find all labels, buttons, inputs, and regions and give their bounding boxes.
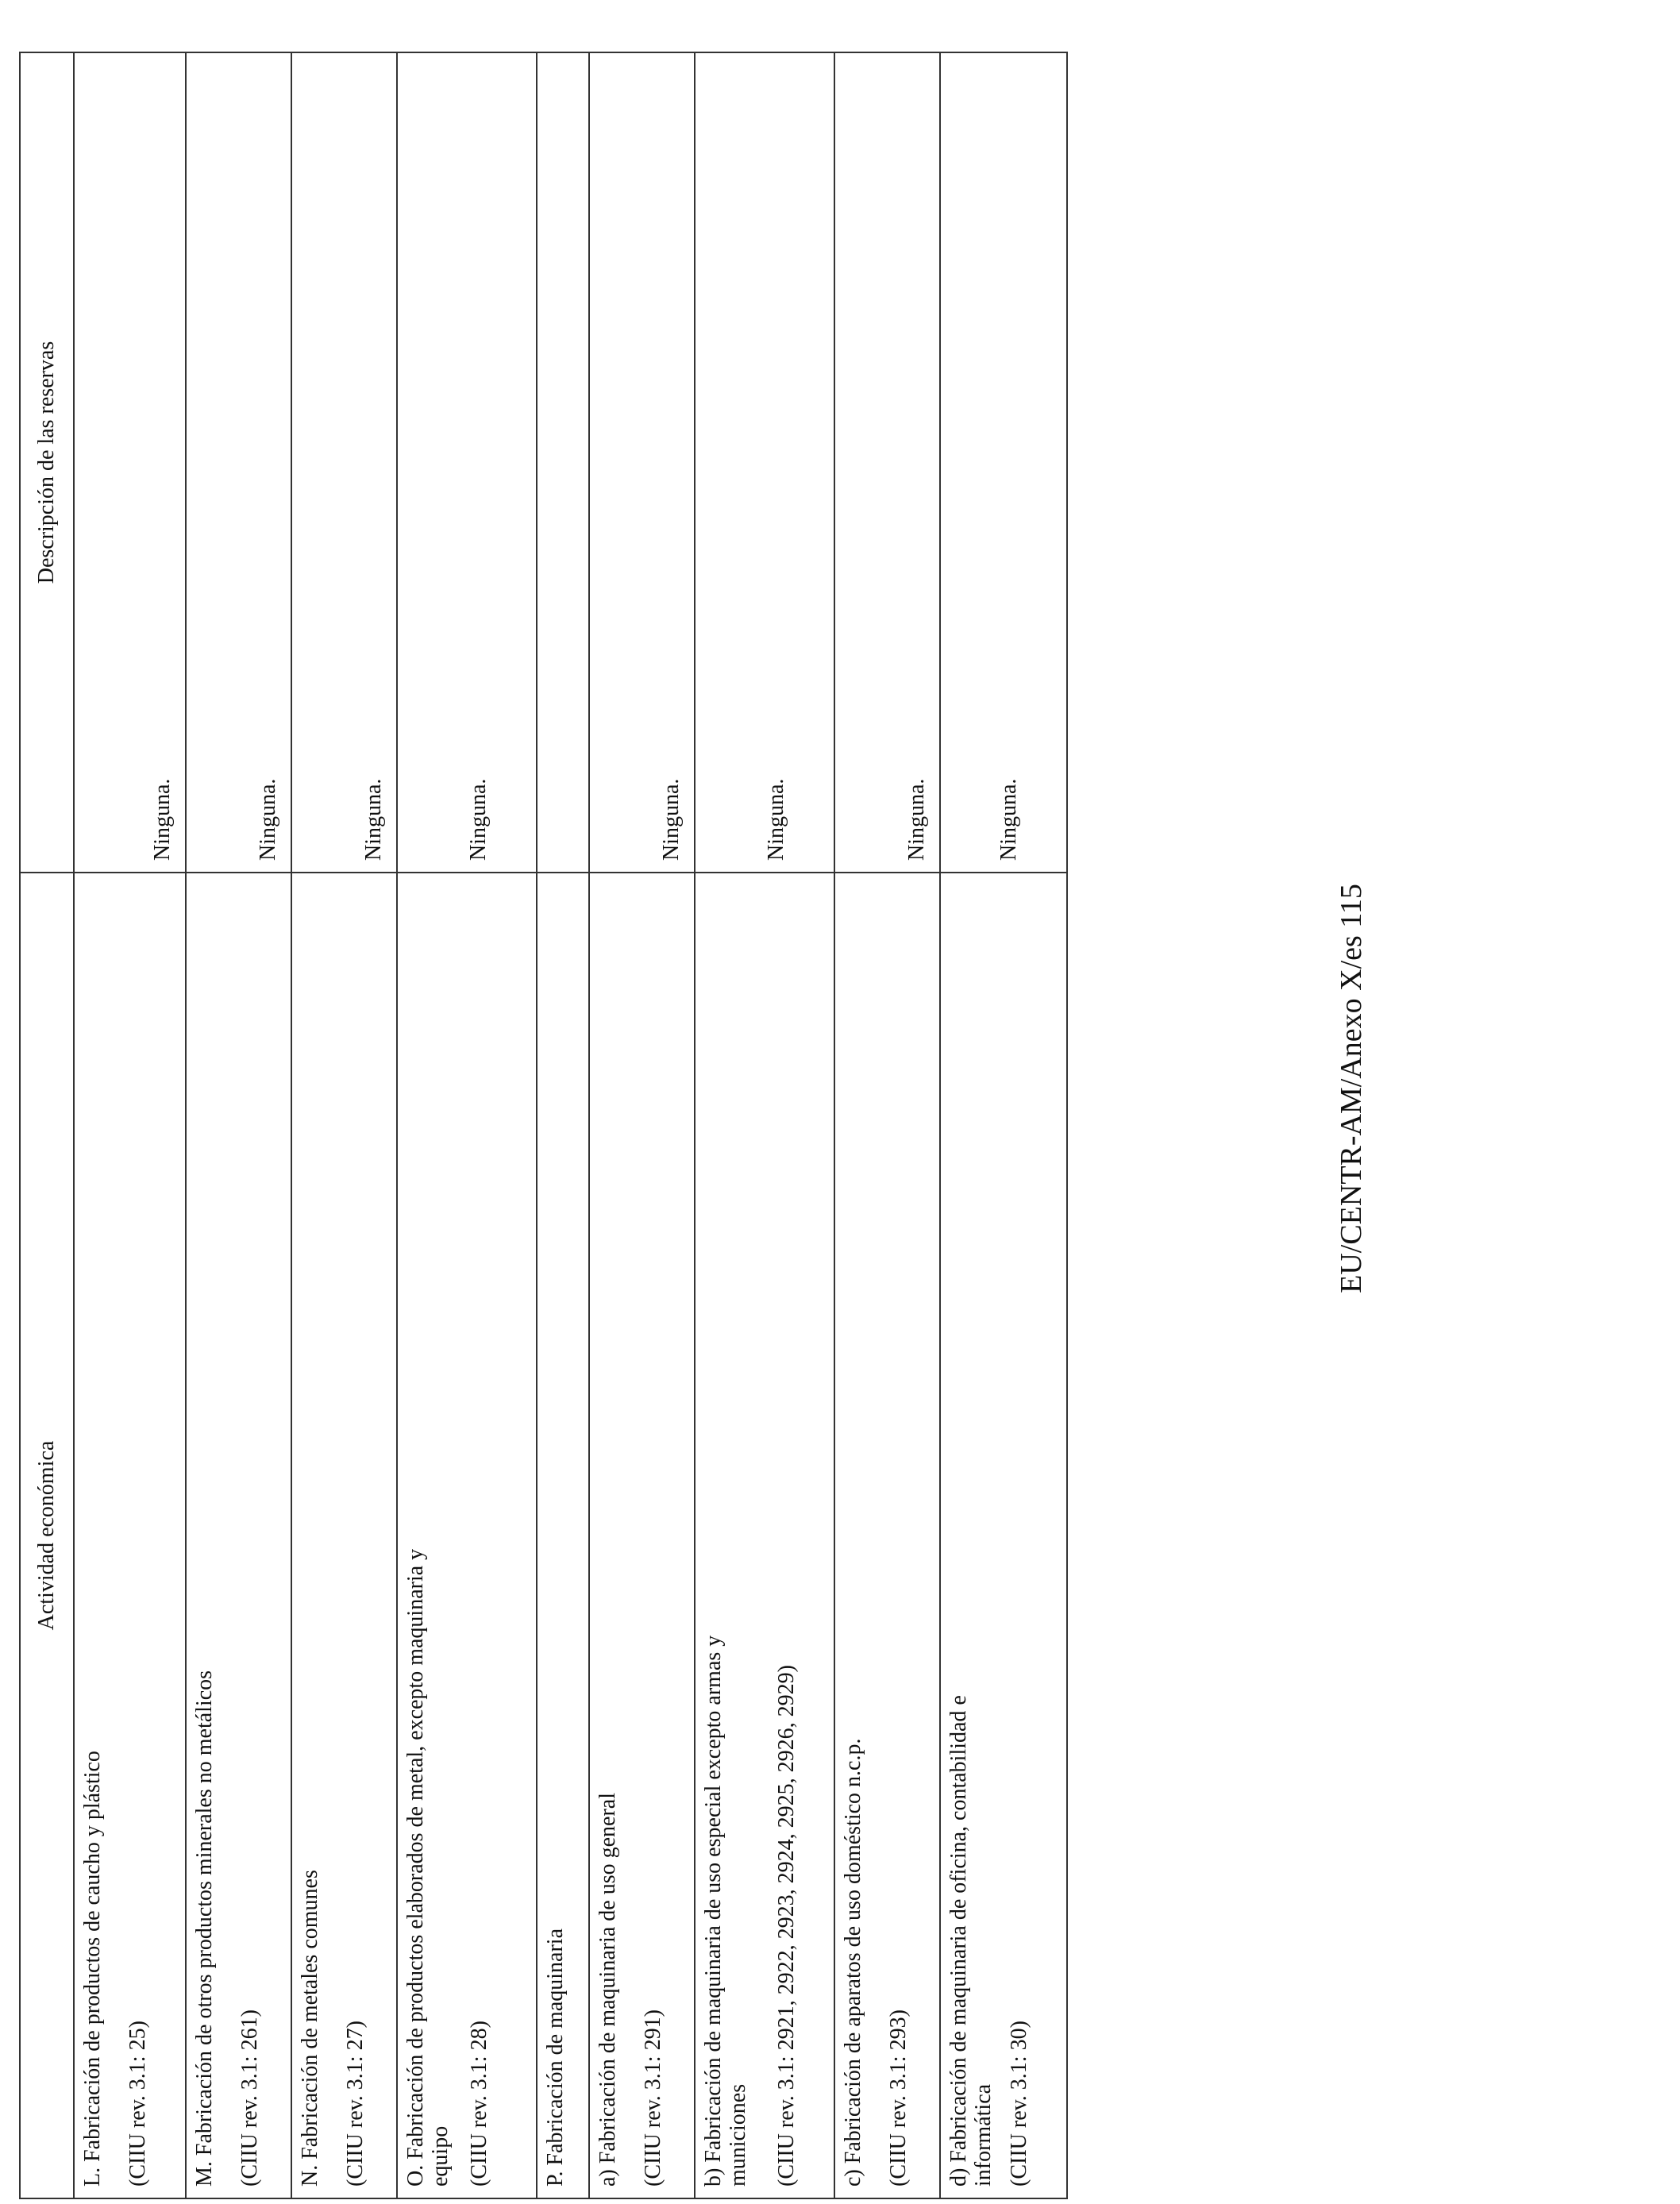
activity-cell: [397, 873, 537, 2198]
activity-cell: [940, 873, 1067, 2198]
reservation-text: Ninguna.: [659, 778, 684, 861]
activity-code: (CIIU rev. 3.1: 28): [466, 2021, 491, 2187]
activity-title: b) Fabricación de maquinaria de uso especial excepto armas y municiones: [701, 1635, 750, 2187]
activity-title: M. Fabricación de otros productos minerales no metálicos: [192, 1670, 217, 2187]
activity-title: c) Fabricación de aparatos de uso doméstico n.c.p.: [841, 1738, 865, 2187]
reservation-text: Ninguna.: [764, 778, 789, 861]
reservation-text: Ninguna.: [256, 778, 281, 861]
table-row: [940, 52, 1067, 2198]
activity-code: (CIIU rev. 3.1: 27): [342, 2021, 368, 2187]
document-code: EU/CENTR-AM/Anexo X/es 115: [1335, 884, 1368, 1293]
activity-cell: [537, 873, 589, 2198]
reservation-text: Ninguna.: [150, 778, 175, 861]
column-header-reservations: Descripción de las reservas: [20, 52, 74, 873]
activity-title: O. Fabricación de productos elaborados de metal, excepto maquinaria y equipo: [403, 1548, 453, 2187]
activity-code: (CIIU rev. 3.1: 2921, 2922, 2923, 2924, 2925, 2926, 2929): [773, 1665, 799, 2187]
table-row: [291, 52, 397, 2198]
activity-code: (CIIU rev. 3.1: 25): [125, 2021, 150, 2187]
activity-code: (CIIU rev. 3.1: 261): [237, 2009, 262, 2187]
table-row: [397, 52, 537, 2198]
column-header-activity: Actividad económica: [20, 873, 74, 2198]
reservation-cell: [537, 52, 589, 873]
reservation-cell: [695, 52, 834, 873]
table-row: [537, 52, 589, 2198]
table-row: [589, 52, 695, 2198]
activity-cell: [74, 873, 186, 2198]
activity-code: (CIIU rev. 3.1: 30): [1006, 2021, 1031, 2187]
reservation-cell: [186, 52, 291, 873]
activity-cell: [291, 873, 397, 2198]
activity-title: P. Fabricación de maquinaria: [543, 1928, 568, 2187]
activity-title: a) Fabricación de maquinaria de uso general: [595, 1792, 620, 2187]
reservation-text: Ninguna.: [904, 778, 930, 861]
table-header-row: [20, 52, 74, 2198]
activity-cell: [589, 873, 695, 2198]
table-row: [834, 52, 940, 2198]
activity-title: L. Fabricación de productos de caucho y plástico: [80, 1751, 105, 2187]
table-row: [74, 52, 186, 2198]
table-row: [186, 52, 291, 2198]
reservations-table: [19, 52, 1068, 2199]
table-row: [695, 52, 834, 2198]
activity-title: d) Fabricación de maquinaria de oficina, contabilidad e informática: [946, 1695, 996, 2187]
reservation-cell: [834, 52, 940, 873]
activity-code: (CIIU rev. 3.1: 293): [885, 2009, 911, 2187]
reservation-cell: [397, 52, 537, 873]
activity-cell: [834, 873, 940, 2198]
reservation-cell: [291, 52, 397, 873]
reservation-cell: [940, 52, 1067, 873]
reservation-cell: [589, 52, 695, 873]
reservation-text: Ninguna.: [466, 778, 491, 861]
activity-code: (CIIU rev. 3.1: 291): [640, 2009, 665, 2187]
reservation-text: Ninguna.: [361, 778, 387, 861]
reservation-text: Ninguna.: [996, 778, 1022, 861]
activity-cell: [186, 873, 291, 2198]
activity-cell: [695, 873, 834, 2198]
activity-title: N. Fabricación de metales comunes: [298, 1870, 322, 2187]
reservation-cell: [74, 52, 186, 873]
